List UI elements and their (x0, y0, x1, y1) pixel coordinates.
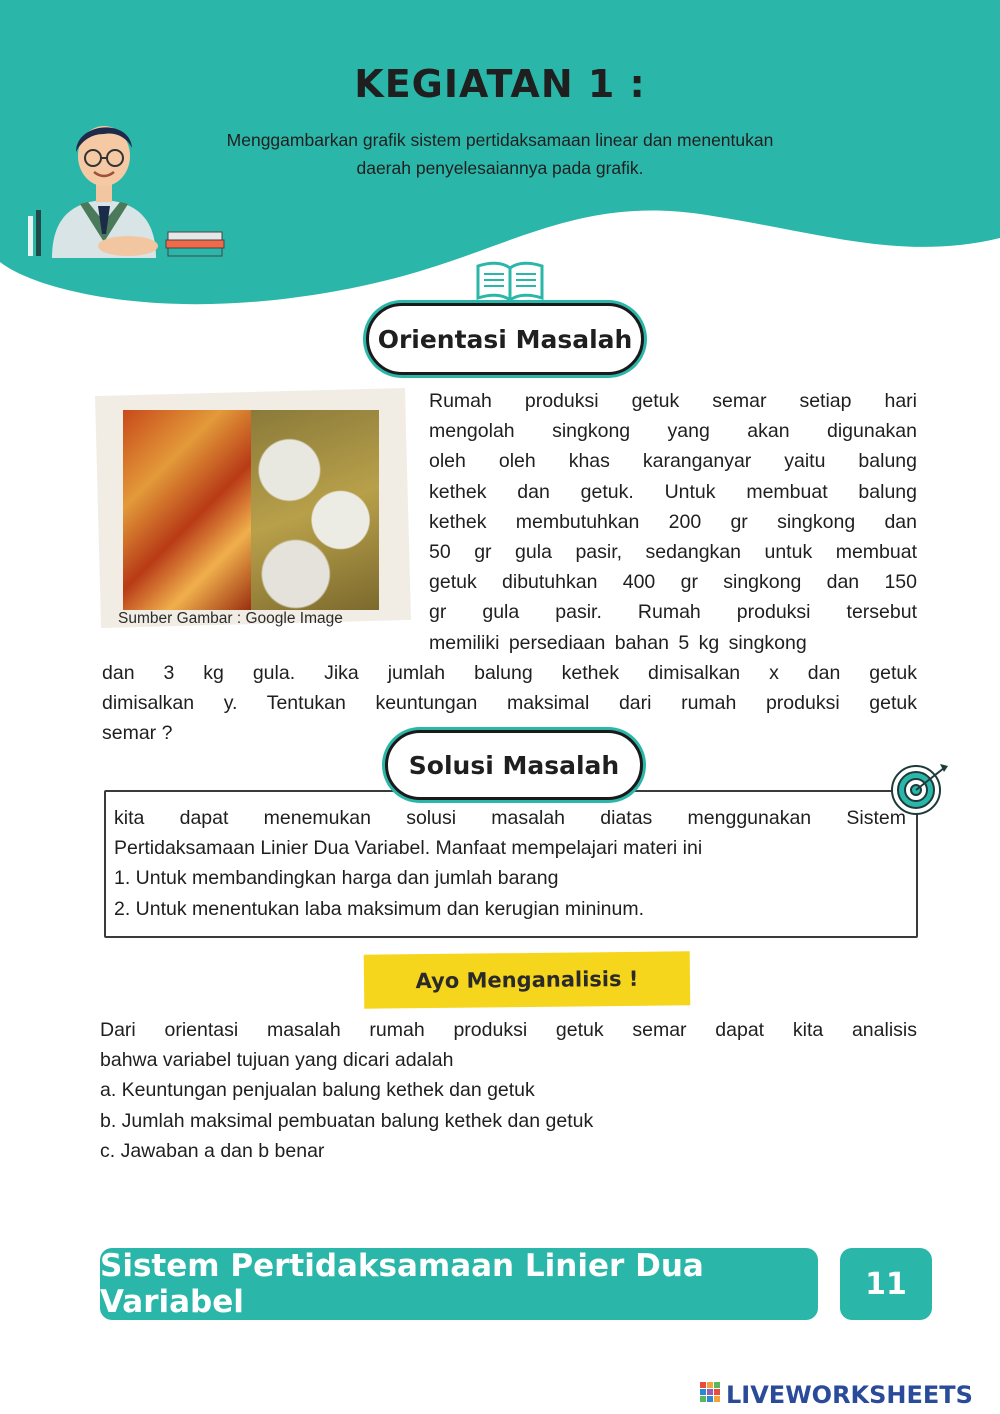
image-caption: Sumber Gambar : Google Image (118, 610, 343, 627)
text-line: 50 gr gula pasir, sedangkan untuk membuat (429, 541, 917, 564)
text-line: oleh oleh khas karanganyar yaitu balung (429, 450, 917, 473)
text-line: mengolah singkong yang akan digunakan (429, 420, 917, 443)
solusi-text (114, 803, 906, 924)
page-title: KEGIATAN 1 : (354, 62, 646, 106)
page-subtitle (150, 126, 850, 182)
brand-logo (700, 1380, 1000, 1410)
text-line: semar ? (102, 722, 173, 745)
text-line: Dari orientasi masalah rumah produksi getuk semar dapat kita analisis (100, 1019, 917, 1041)
liveworksheets-logo-icon (700, 1382, 722, 1408)
analisis-label: Ayo Menganalisis ! (364, 951, 691, 1008)
brand-name: LIVEWORKSHEETS (726, 1381, 973, 1409)
analisis-text (100, 1015, 917, 1166)
balung-kethek-image (123, 410, 251, 610)
text-line: kethek membutuhkan 200 gr singkong dan (429, 510, 917, 533)
text-line: Rumah produksi getuk semar setiap hari (429, 390, 917, 412)
answer-option-c[interactable]: c. Jawaban a dan b benar (100, 1139, 325, 1162)
list-item: 2. Untuk menentukan laba maksimum dan kerugian mininum. (114, 897, 645, 920)
orientasi-heading: Orientasi Masalah (366, 303, 644, 375)
text-line: kita dapat menemukan solusi masalah diatas menggunakan Sistem (114, 807, 906, 829)
text-line: kethek dan getuk. Untuk membuat balung (429, 480, 917, 503)
list-item: 1. Untuk membandingkan harga dan jumlah barang (114, 867, 559, 890)
answer-option-a[interactable]: a. Keuntungan penjualan balung kethek dan getuk (100, 1079, 535, 1102)
book-icon (474, 258, 546, 304)
getuk-image (251, 410, 379, 610)
solusi-heading: Solusi Masalah (385, 730, 643, 800)
footer-title: Sistem Pertidaksamaan Linier Dua Variabel (100, 1248, 818, 1320)
text-line: gr gula pasir. Rumah produksi tersebut (429, 601, 917, 624)
text-line: Pertidaksamaan Linier Dua Variabel. Manfaat mempelajari materi ini (114, 837, 703, 860)
text-line: getuk dibutuhkan 400 gr singkong dan 150 (429, 571, 917, 594)
text-line: dan 3 kg gula. Jika jumlah balung kethek dimisalkan x dan getuk (102, 662, 917, 684)
text-line: dimisalkan y. Tentukan keuntungan maksimal dari rumah produksi getuk (102, 692, 917, 715)
text-line: bahwa variabel tujuan yang dicari adalah (100, 1049, 454, 1072)
text-line: memiliki persediaan bahan 5 kg singkong (429, 631, 807, 654)
page-number: 11 (840, 1248, 932, 1320)
subtitle-line: Menggambarkan grafik sistem pertidaksamaan linear dan menentukan (226, 130, 774, 150)
subtitle-line: daerah penyelesaiannya pada grafik. (356, 158, 644, 178)
orientasi-text-right (429, 386, 917, 658)
answer-option-b[interactable]: b. Jumlah maksimal pembuatan balung kethek dan getuk (100, 1109, 594, 1132)
